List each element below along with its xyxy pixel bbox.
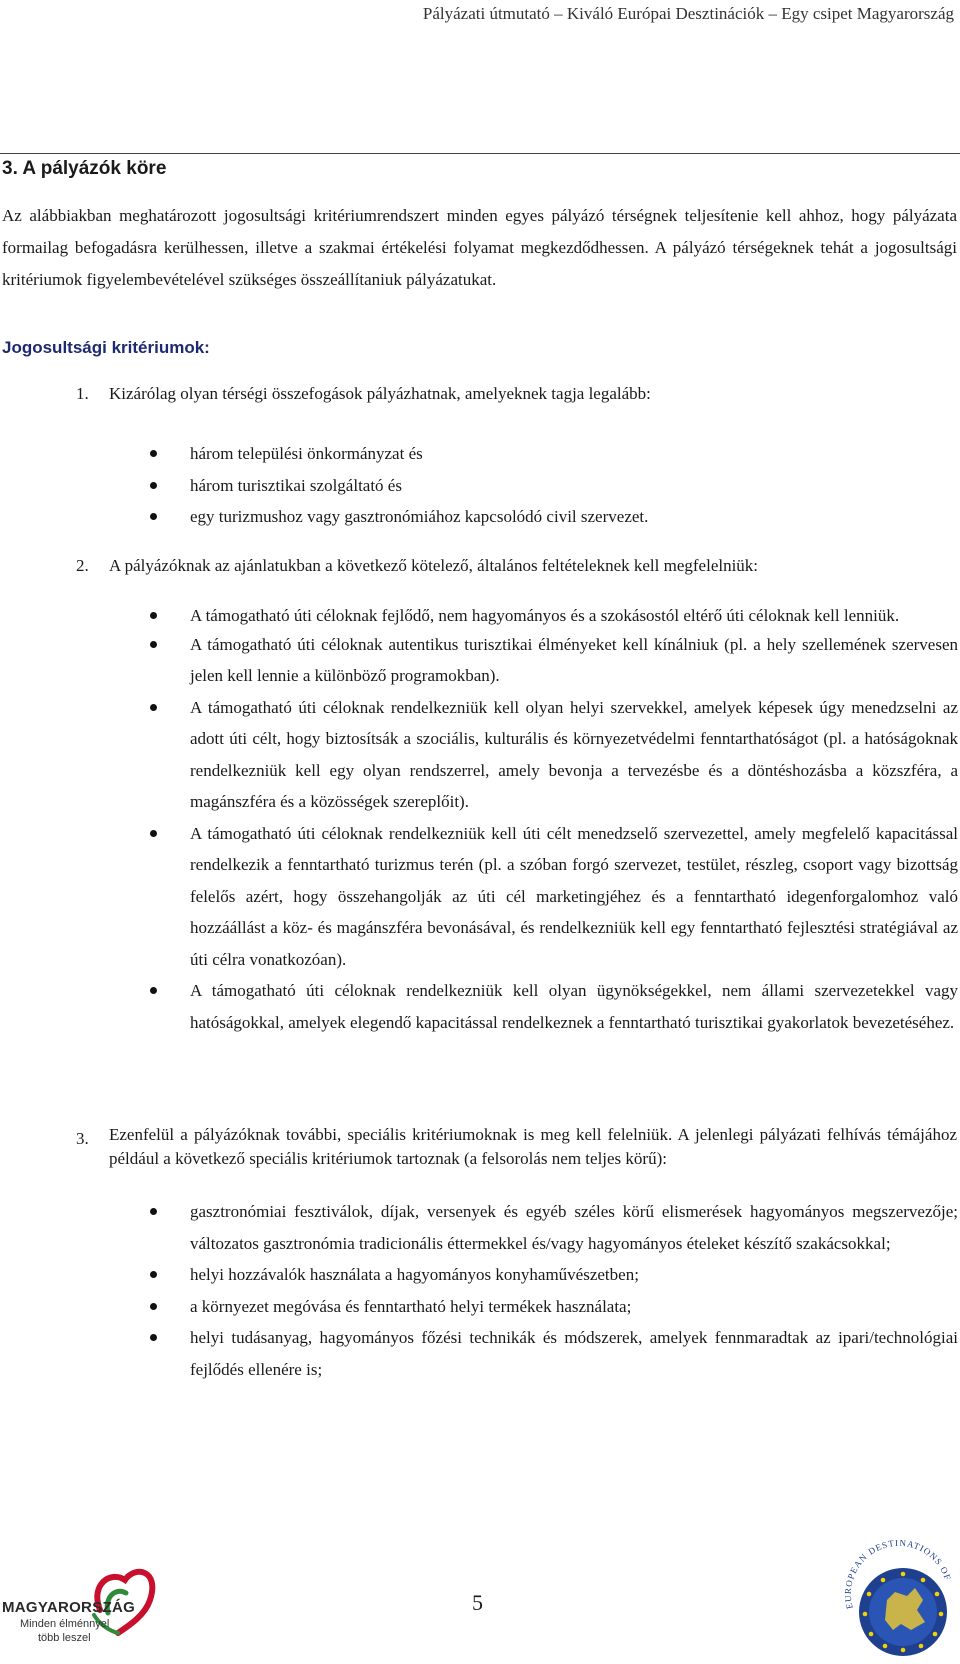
list-item: a környezet megóvása és fenntartható helyi termékek használata; bbox=[148, 1291, 958, 1323]
criterion-number: 1. bbox=[76, 384, 89, 403]
eden-logo bbox=[835, 1530, 960, 1659]
logo-name: MAGYARORSZÁG bbox=[2, 1599, 136, 1616]
list-item: gasztronómiai fesztiválok, díjak, versenyek és egyéb széles körű elismerések hagyományos megszervezője; változatos gasztronómia tradicionális éttermekkel és/vagy hagyományos ételeket készítő szakácsokkal; bbox=[148, 1196, 958, 1259]
running-header: Pályázati útmutató – Kiváló Európai Desztinációk – Egy csipet Magyarország bbox=[422, 4, 954, 23]
eden-globe-icon bbox=[835, 1530, 960, 1659]
list-item: A támogatható úti céloknak autentikus turisztikai élményeket kell kínálniuk (pl. a hely szellemének szervesen jelen kell lennie a különböző programokban). bbox=[148, 629, 958, 692]
criterion-text: Ezenfelül a pályázóknak további, speciális kritériumoknak is meg kell felelniük. A jelenlegi pályázati felhívás témájához például a következő speciális kritériumok tartoznak (a felsorolás nem teljes körű): bbox=[109, 1125, 957, 1168]
list-item: A támogatható úti céloknak fejlődő, nem hagyományos és a szokásostól eltérő úti céloknak kell lenniük. bbox=[148, 600, 958, 632]
criterion-text: Kizárólag olyan térségi összefogások pályázhatnak, amelyeknek tagja legalább: bbox=[109, 384, 651, 403]
magyarorszag-logo bbox=[0, 1555, 170, 1650]
criterion-number: 3. bbox=[76, 1129, 89, 1148]
criterion-text: A pályázóknak az ajánlatukban a következő kötelező, általános feltételeknek kell megfelelniük: bbox=[109, 556, 759, 575]
list-item: A támogatható úti céloknak rendelkezniük kell olyan helyi szervekkel, amelyek képesek úgy menedzselni az adott úti célt, hogy biztosítsák a szociális, kulturális és környezetvédelmi fenntarthatóságot (pl. a hatóságoknak rendelkezniük kell egy olyan rendszerrel, amely bevonja a tervezésbe és a döntéshozásba a közszféra, a magánszféra és a közösségek szereplőit). bbox=[148, 692, 958, 818]
list-item: helyi hozzávalók használata a hagyományos konyhaművészetben; bbox=[148, 1259, 958, 1291]
list-item: helyi tudásanyag, hagyományos főzési technikák és módszerek, amelyek fennmaradtak az ipari/technológiai fejlődés ellenére is; bbox=[148, 1322, 958, 1385]
eden-logo-text: EUROPEAN DESTINATIONS OF bbox=[842, 1537, 954, 1610]
criterion-number: 2. bbox=[76, 556, 89, 575]
criteria-subheading: Jogosultsági kritériumok: bbox=[2, 338, 210, 357]
page-number: 5 bbox=[472, 1590, 483, 1615]
intro-paragraph: Az alábbiakban meghatározott jogosultsági kritériumrendszert minden egyes pályázó térségnek teljesítenie kell ahhoz, hogy pályázata formailag befogadásra kerülhessen, illetve a szakmai értékelési folyamat megkezdődhessen. A pályázó térségeknek tehát a jogosultsági kritériumok figyelembevételével szükséges összeállítaniuk pályázatukat. bbox=[2, 206, 957, 289]
list-item: A támogatható úti céloknak rendelkezniük kell olyan ügynökségekkel, nem állami szervezetekkel vagy hatóságokkal, amelyek elegendő kapacitással rendelkeznek a fenntartható turisztikai gyakorlatok bevezetéséhez. bbox=[148, 975, 958, 1038]
logo-slogan-line2: több leszel bbox=[38, 1632, 91, 1644]
list-item: egy turizmushoz vagy gasztronómiához kapcsolódó civil szervezet. bbox=[148, 501, 958, 533]
criterion-2-bullets bbox=[148, 600, 958, 1038]
list-item: A támogatható úti céloknak rendelkezniük kell úti célt menedzselő szervezettel, amely megfelelő kapacitással rendelkezik a fenntartható turizmus terén (pl. a szóban forgó szervezet, testület, részleg, csoport vagy bizottság felelős azért, hogy összehangolják az úti cél marketingjéhez és a fenntartható idegenforgalomhoz való hozzáállást a köz- és magánszféra bevonásával, és rendelkezniük kell egy fenntartható fejlesztési stratégiával az úti célra vonatkozóan). bbox=[148, 818, 958, 976]
list-item: három turisztikai szolgáltató és bbox=[148, 470, 958, 502]
criterion-3-bullets bbox=[148, 1196, 958, 1385]
criterion-1-bullets bbox=[148, 438, 958, 533]
header-rule bbox=[0, 153, 960, 154]
section-heading: 3. A pályázók köre bbox=[2, 158, 167, 179]
logo-slogan-line1: Minden élménnyel bbox=[20, 1618, 110, 1630]
list-item: három települési önkormányzat és bbox=[148, 438, 958, 470]
